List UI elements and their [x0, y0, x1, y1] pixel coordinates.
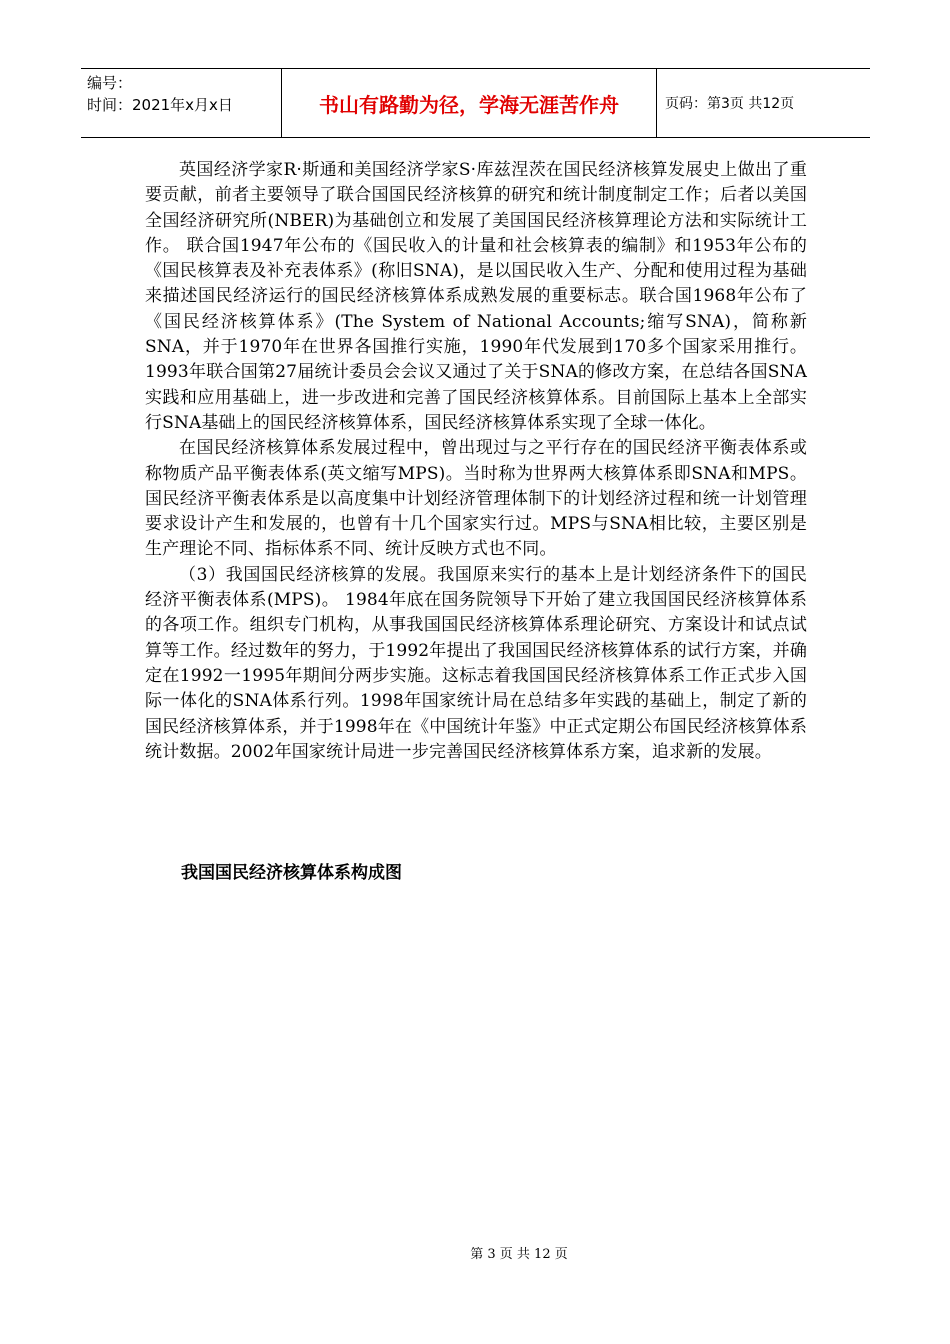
header-page-info: 页码：第3页 共12页 [665, 96, 795, 112]
header-time-label: 时间：2021年x月x日 [87, 96, 233, 114]
paragraph-mps: 在国民经济核算体系发展过程中，曾出现过与之平行存在的国民经济平衡表体系或称物质产品平衡表体系(英文缩写MPS)。当时称为世界两大核算体系即SNA和MPS。国民经济平衡表体系是以高度集中计划经济管理体制下的计划经济过程和统一计划管理要求设计产生和发展的，也曾有十几个国家实行过。MPS与SNA相比较，主要区别是生产理论不同、指标体系不同、统计反映方式也不同。 [145, 438, 807, 560]
page-footer [0, 1243, 950, 1262]
header-number-label: 编号： [87, 74, 133, 92]
header-meta [81, 69, 282, 137]
header-motto: 书山有路勤为径，学海无涯苦作舟 [282, 69, 657, 137]
body-text [145, 158, 807, 765]
paragraph-sna-history: 英国经济学家R·斯通和美国经济学家S·库兹涅茨在国民经济核算发展史上做出了重要贡献，前者主要领导了联合国国民经济核算的研究和统计制度制定工作；后者以美国全国经济研究所(NBER)为基础创立和发展了美国国民经济核算理论方法和实际统计工作。 联合国1947年公布的《国民收入的计量和社会核算表的编制》和1953年公布的《国民核算表及补充表体系》(称旧SNA)，是以国民收入生产、分配和使用过程为基础来描述国民经济运行的国民经济核算体系成熟发展的重要标志。联合国1968年公布了《国民经济核算体系》(The System of National Accounts;缩写SNA)，简称新SNA，并于1970年在世界各国推行实施，1990年代发展到170多个国家采用推行。1993年联合国第27届统计委员会会议又通过了关于SNA的修改方案，在总结各国SNA实践和应用基础上，进一步改进和完善了国民经济核算体系。目前国际上基本上全部实行SNA基础上的国民经济核算体系，国民经济核算体系实现了全球一体化。 [145, 160, 807, 433]
page-header [81, 68, 870, 138]
footer-page-number: 第 3 页 共 12 页 [470, 1247, 568, 1262]
figure-title: 我国国民经济核算体系构成图 [181, 863, 402, 883]
paragraph-china-development: （3）我国国民经济核算的发展。我国原来实行的基本上是计划经济条件下的国民经济平衡表体系(MPS)。 1984年底在国务院领导下开始了建立我国国民经济核算体系的各项工作。组织专门机构，从事我国国民经济核算体系理论研究、方案设计和试点试算等工作。经过数年的努力，于1992年提出了我国国民经济核算体系的试行方案，并确定在1992一1995年期间分两步实施。这标志着我国国民经济核算体系工作正式步入国际一体化的SNA体系行列。1998年国家统计局在总结多年实践的基础上，制定了新的国民经济核算体系，并于1998年在《中国统计年鉴》中正式定期公布国民经济核算体系统计数据。2002年国家统计局进一步完善国民经济核算体系方案，追求新的发展。 [145, 564, 807, 762]
